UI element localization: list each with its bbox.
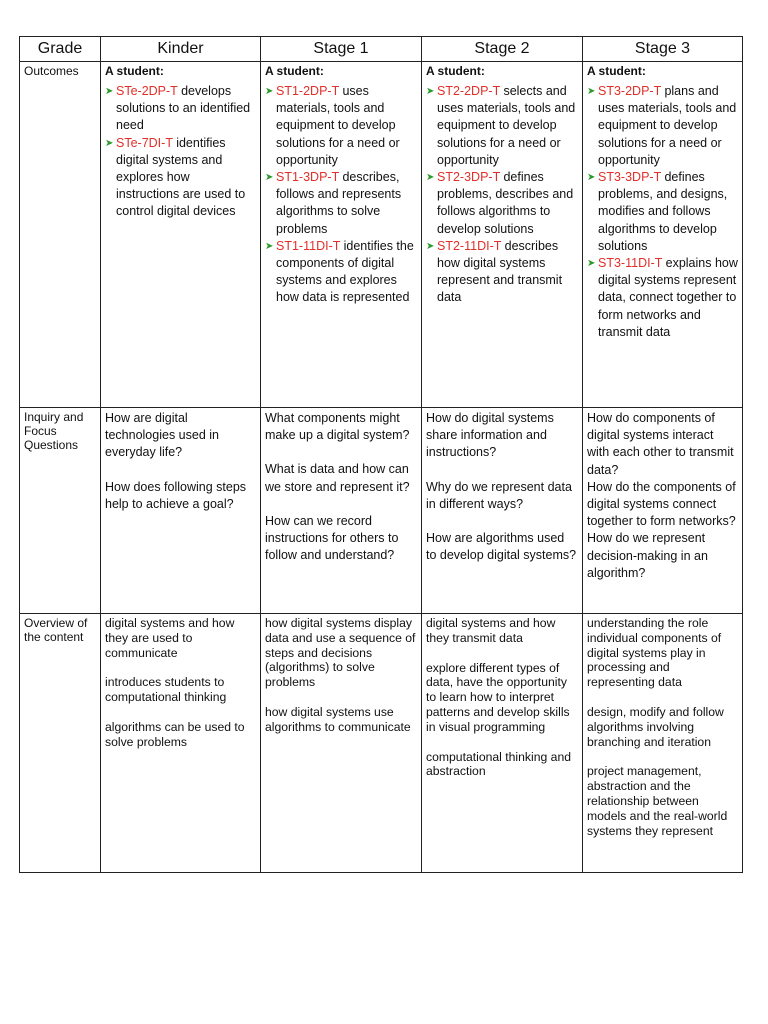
outcome-code: ST3-2DP-T (598, 84, 661, 98)
outcome-text: plans and uses materials, tools and equipment to develop solutions for a need or opportunity (598, 84, 737, 167)
arrow-bullet-icon: ➤ (265, 86, 274, 97)
outcome-item (265, 169, 417, 238)
outcome-text: identifies digital systems and explores how instructions are used to control digital devices (116, 135, 246, 219)
questions-cell-kinder (101, 408, 261, 614)
overview-item: explore different types of data, have the opportunity to learn how to interpret patterns and develop skills in visual programming (426, 660, 570, 734)
outcome-code: ST1-2DP-T (276, 84, 339, 98)
outcomes-cell-stage-1 (261, 62, 422, 408)
a-student-label: A student: (426, 64, 485, 78)
focus-question: How are algorithms used to develop digital systems? (426, 531, 577, 563)
a-student-label: A student: (105, 64, 164, 78)
arrow-bullet-icon: ➤ (426, 86, 435, 97)
overview-cell-stage-3 (583, 614, 743, 873)
outcome-code: ST2-11DI-T (437, 238, 502, 253)
outcome-item (587, 83, 738, 169)
curriculum-table (19, 36, 743, 873)
focus-question: How can we record instructions for others to follow and understand? (265, 513, 399, 563)
outcome-text: identifies the components of digital systems and explores how data is represented (276, 238, 414, 305)
overview-item: design, modify and follow algorithms involving branching and iteration (587, 704, 724, 749)
overview-item: how digital systems use algorithms to communicate (265, 704, 411, 734)
outcome-item (105, 83, 256, 135)
outcome-item (426, 238, 578, 307)
row-label-inquiry: Inquiry and Focus Questions (20, 408, 101, 614)
focus-question: How do we represent decision-making in an algorithm? (587, 531, 708, 580)
a-student-label: A student: (587, 64, 646, 78)
outcome-code: ST1-3DP-T (276, 170, 339, 185)
overview-item: algorithms can be used to solve problems (105, 719, 245, 749)
row-label-overview: Overview of the content (20, 614, 101, 873)
header-stage-1: Stage 1 (261, 37, 422, 62)
overview-item: how digital systems display data and use a sequence of steps and decisions (algorithms) to solve problems (265, 616, 416, 690)
focus-question: How are digital technologies used in everyday life? (105, 411, 219, 460)
header-stage-2: Stage 2 (422, 37, 583, 62)
outcome-text: defines problems, and designs, modifies and follows algorithms to develop solutions (598, 170, 728, 253)
outcome-item (105, 135, 256, 221)
outcome-text: explains how digital systems represent data, connect together to form networks and transmit data (598, 256, 738, 339)
arrow-bullet-icon: ➤ (426, 172, 435, 184)
outcome-item (265, 238, 417, 307)
outcomes-cell-kinder (101, 62, 261, 408)
outcome-text: uses materials, tools and equipment to develop solutions for a need or opportunity (276, 84, 400, 167)
focus-question: What components might make up a digital system? (265, 411, 410, 443)
arrow-bullet-icon: ➤ (265, 240, 274, 252)
a-student-label: A student: (265, 64, 324, 78)
row-label-outcomes: Outcomes (20, 62, 101, 408)
focus-question: Why do we represent data in different ways? (426, 479, 572, 511)
arrow-bullet-icon: ➤ (587, 258, 596, 270)
header-kinder: Kinder (101, 37, 261, 62)
overview-item: computational thinking and abstraction (426, 749, 571, 779)
outcome-text: describes, follows and represents algorithms to solve problems (276, 170, 402, 236)
focus-question: How do components of digital systems interact with each other to transmit data? (587, 411, 734, 477)
arrow-bullet-icon: ➤ (265, 172, 274, 184)
focus-question: What is data and how can we store and represent it? (265, 462, 410, 494)
overview-item: project management, abstraction and the relationship between models and the real-world systems they represent (587, 764, 728, 838)
focus-question: How do digital systems share information and instructions? (426, 411, 554, 460)
outcome-item (265, 83, 417, 169)
outcomes-cell-stage-2 (422, 62, 583, 408)
arrow-bullet-icon: ➤ (587, 86, 596, 97)
focus-question: How do the components of digital systems connect together to form networks? (587, 479, 736, 529)
outcome-item (587, 255, 738, 341)
outcome-code: ST2-2DP-T (437, 84, 500, 98)
overview-cell-stage-1 (261, 614, 422, 873)
outcomes-row (20, 62, 743, 408)
outcome-item (426, 83, 578, 169)
questions-cell-stage-1 (261, 408, 422, 614)
overview-cell-stage-2 (422, 614, 583, 873)
overview-row (20, 614, 743, 873)
outcome-text: defines problems, describes and follows algorithms to develop solutions (437, 170, 574, 236)
focus-question: How does following steps help to achieve a goal? (105, 479, 247, 511)
header-grade: Grade (20, 37, 101, 62)
outcome-text: describes how digital systems represent and transmit data (437, 238, 563, 305)
outcome-code: ST3-3DP-T (598, 170, 661, 185)
arrow-bullet-icon: ➤ (105, 86, 114, 97)
arrow-bullet-icon: ➤ (105, 137, 114, 149)
outcome-text: develops solutions to an identified need (116, 84, 251, 133)
outcome-item (426, 169, 578, 238)
header-row (20, 37, 743, 62)
questions-cell-stage-2 (422, 408, 583, 614)
overview-item: introduces students to computational thinking (105, 675, 227, 705)
inquiry-row (20, 408, 743, 614)
outcome-item (587, 169, 738, 255)
outcomes-cell-stage-3 (583, 62, 743, 408)
arrow-bullet-icon: ➤ (426, 240, 435, 252)
outcome-text: selects and uses materials, tools and equipment to develop solutions for a need or opportunity (437, 84, 576, 167)
outcome-code: STe-7DI-T (116, 135, 173, 150)
overview-cell-kinder (101, 614, 261, 873)
overview-item: digital systems and how they are used to communicate (105, 616, 235, 660)
overview-item: understanding the role individual components of digital systems play in processing and representing data (587, 616, 722, 690)
outcome-code: ST2-3DP-T (437, 170, 500, 185)
header-stage-3: Stage 3 (583, 37, 743, 62)
arrow-bullet-icon: ➤ (587, 172, 596, 184)
outcome-code: STe-2DP-T (116, 84, 178, 98)
outcome-code: ST1-11DI-T (276, 238, 341, 253)
questions-cell-stage-3 (583, 408, 743, 614)
overview-item: digital systems and how they transmit data (426, 616, 556, 645)
outcome-code: ST3-11DI-T (598, 256, 663, 271)
